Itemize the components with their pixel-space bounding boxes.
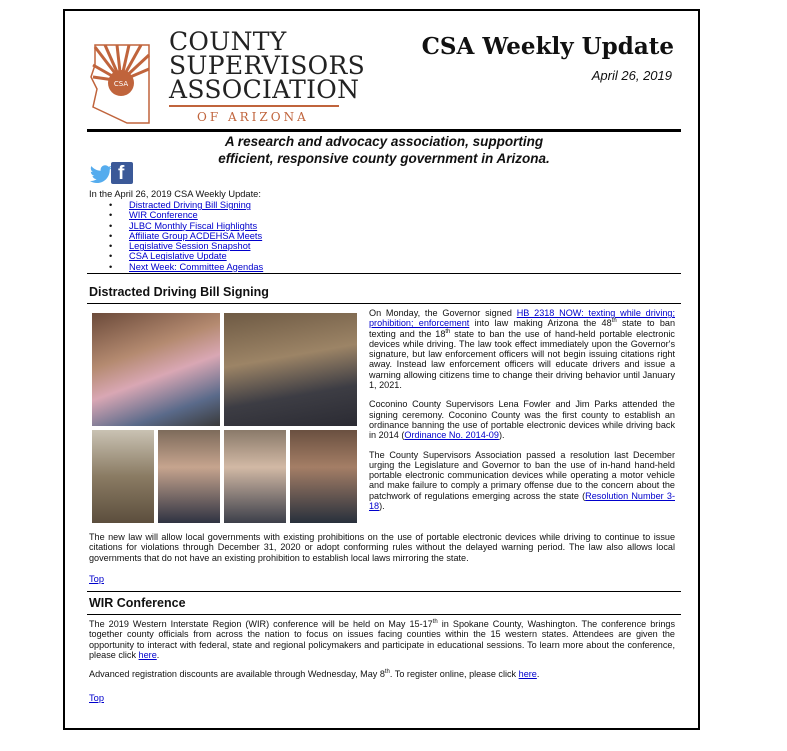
- wir-conference-article: [89, 619, 675, 688]
- article-paragraph: The new law will allow local governments with existing prohibitions on the use of portable electronic devices while driving to continue to issue citations for violations through December 31, 2020 or adopt conforming rules without the delayed warning period. The law also allows local governments that do not have an existing prohibition to establish local laws mirroring the state.: [89, 532, 675, 563]
- toc-item: [109, 251, 263, 261]
- logo-text-association: ASSOCIATION: [169, 75, 360, 104]
- toc-link-distracted-driving[interactable]: Distracted Driving Bill Signing: [129, 200, 251, 210]
- photo-signing-crowd: [92, 313, 220, 426]
- photo-group: [224, 430, 286, 523]
- section-divider: [87, 273, 681, 274]
- header-divider: [87, 129, 681, 132]
- article-paragraph: Advanced registration discounts are available through Wednesday, May 8th. To register online, please click here.: [89, 669, 540, 680]
- csa-logo: [89, 25, 366, 129]
- toc-link-jlbc[interactable]: JLBC Monthly Fiscal Highlights: [129, 220, 258, 231]
- toc-item: [109, 210, 263, 220]
- arizona-map-icon: [89, 25, 169, 125]
- toc-item: [109, 241, 263, 251]
- photo-ceremony-room: [224, 313, 357, 426]
- photo-supervisors: [158, 430, 220, 523]
- toc-link-legislative-snapshot[interactable]: Legislative Session Snapshot: [129, 241, 251, 252]
- toc-link-wir-conference[interactable]: WIR Conference: [129, 210, 198, 221]
- toc-item: [109, 231, 263, 241]
- toc-link-committee-agendas[interactable]: Next Week: Committee Agendas: [129, 261, 264, 272]
- tagline-line-1: A research and advocacy association, supporting: [224, 134, 544, 149]
- distracted-driving-summary: [89, 532, 675, 572]
- article-paragraph: The 2019 Western Interstate Region (WIR) conference will be held on May 15-17th in Spokane County, Washington. The conference brings together county officials from across the nation to focus on issues facing counties within the 15 western states. Attendees are given the opportunity to interact with federal, state and regional policymakers and participate in educational sessions. To learn more about the conference, please click here.: [89, 618, 676, 660]
- twitter-icon[interactable]: [89, 165, 113, 185]
- toc-link-csa-legislative-update[interactable]: CSA Legislative Update: [129, 251, 227, 262]
- svg-text:CSA: CSA: [113, 80, 129, 88]
- photo-collage: [92, 313, 357, 523]
- distracted-driving-article: [369, 308, 675, 520]
- ordinance-link[interactable]: Ordinance No. 2014-09: [404, 430, 499, 441]
- article-paragraph: On Monday, the Governor signed HB 2318 NOW: texting while driving; prohibition; enforcement into law making Arizona the 48th state to ban texting and the 18th state to ban the use of hand-held portable electronic devices while driving. The law took effect immediately upon the Governor's signature, but law enforcement officers will not begin issuing citations right away. Instead law enforcement officers will educate drivers and issue a warning allowing citizens time to change their driving behavior until January 1, 2021.: [369, 308, 675, 391]
- toc-item: [109, 262, 263, 272]
- logo-text-county: COUNTY: [169, 27, 287, 56]
- wir-register-link[interactable]: here: [518, 669, 537, 680]
- section-title-distracted-driving: Distracted Driving Bill Signing: [89, 285, 269, 299]
- wir-learn-more-link[interactable]: here: [138, 649, 157, 660]
- top-link[interactable]: Top: [89, 574, 104, 584]
- section-title-wir-conference: WIR Conference: [89, 596, 186, 610]
- newsletter-title: CSA Weekly Update: [421, 33, 674, 60]
- top-link[interactable]: Top: [89, 693, 104, 703]
- section-title-underline: [87, 303, 681, 304]
- hb2318-link[interactable]: HB 2318 NOW: texting while driving; prohibition; enforcement: [369, 308, 675, 329]
- toc-intro: In the April 26, 2019 CSA Weekly Update:: [89, 189, 261, 199]
- newsletter-date: April 26, 2019: [591, 68, 672, 83]
- logo-text-of-arizona: OF ARIZONA: [197, 110, 309, 124]
- logo-text-supervisors: SUPERVISORS: [169, 51, 366, 80]
- toc-link-affiliate-group[interactable]: Affiliate Group ACDEHSA Meets: [129, 230, 263, 241]
- table-of-contents: [109, 200, 263, 272]
- section-divider: [87, 591, 681, 592]
- article-paragraph: Coconino County Supervisors Lena Fowler and Jim Parks attended the signing ceremony. Coconino County was the first county to establish an ordinance banning the use of portable electronic devices while driving back in 2014 (Ordinance No. 2014-09).: [369, 399, 675, 441]
- resolution-link[interactable]: Resolution Number 3-18: [369, 490, 675, 512]
- photo-governor-desk: [290, 430, 357, 523]
- tagline: [87, 133, 681, 167]
- section-title-underline: [87, 614, 681, 615]
- article-paragraph: The County Supervisors Association passed a resolution last December urging the Legislature and Governor to ban the use of in-hand hand-held portable electronic communication devices while operating a motor vehicle and make failure to comply a primary offense due to the concern about the patchwork of regulations emerging across the state (Resolution Number 3-18).: [369, 449, 675, 512]
- logo-divider: [169, 105, 339, 107]
- photo-capitol-rotunda: [92, 430, 154, 523]
- toc-item: [109, 221, 263, 231]
- tagline-line-2: efficient, responsive county government in Arizona.: [218, 151, 550, 166]
- toc-item: [109, 200, 263, 210]
- facebook-icon[interactable]: f: [111, 162, 133, 184]
- newsletter-frame: [63, 9, 700, 730]
